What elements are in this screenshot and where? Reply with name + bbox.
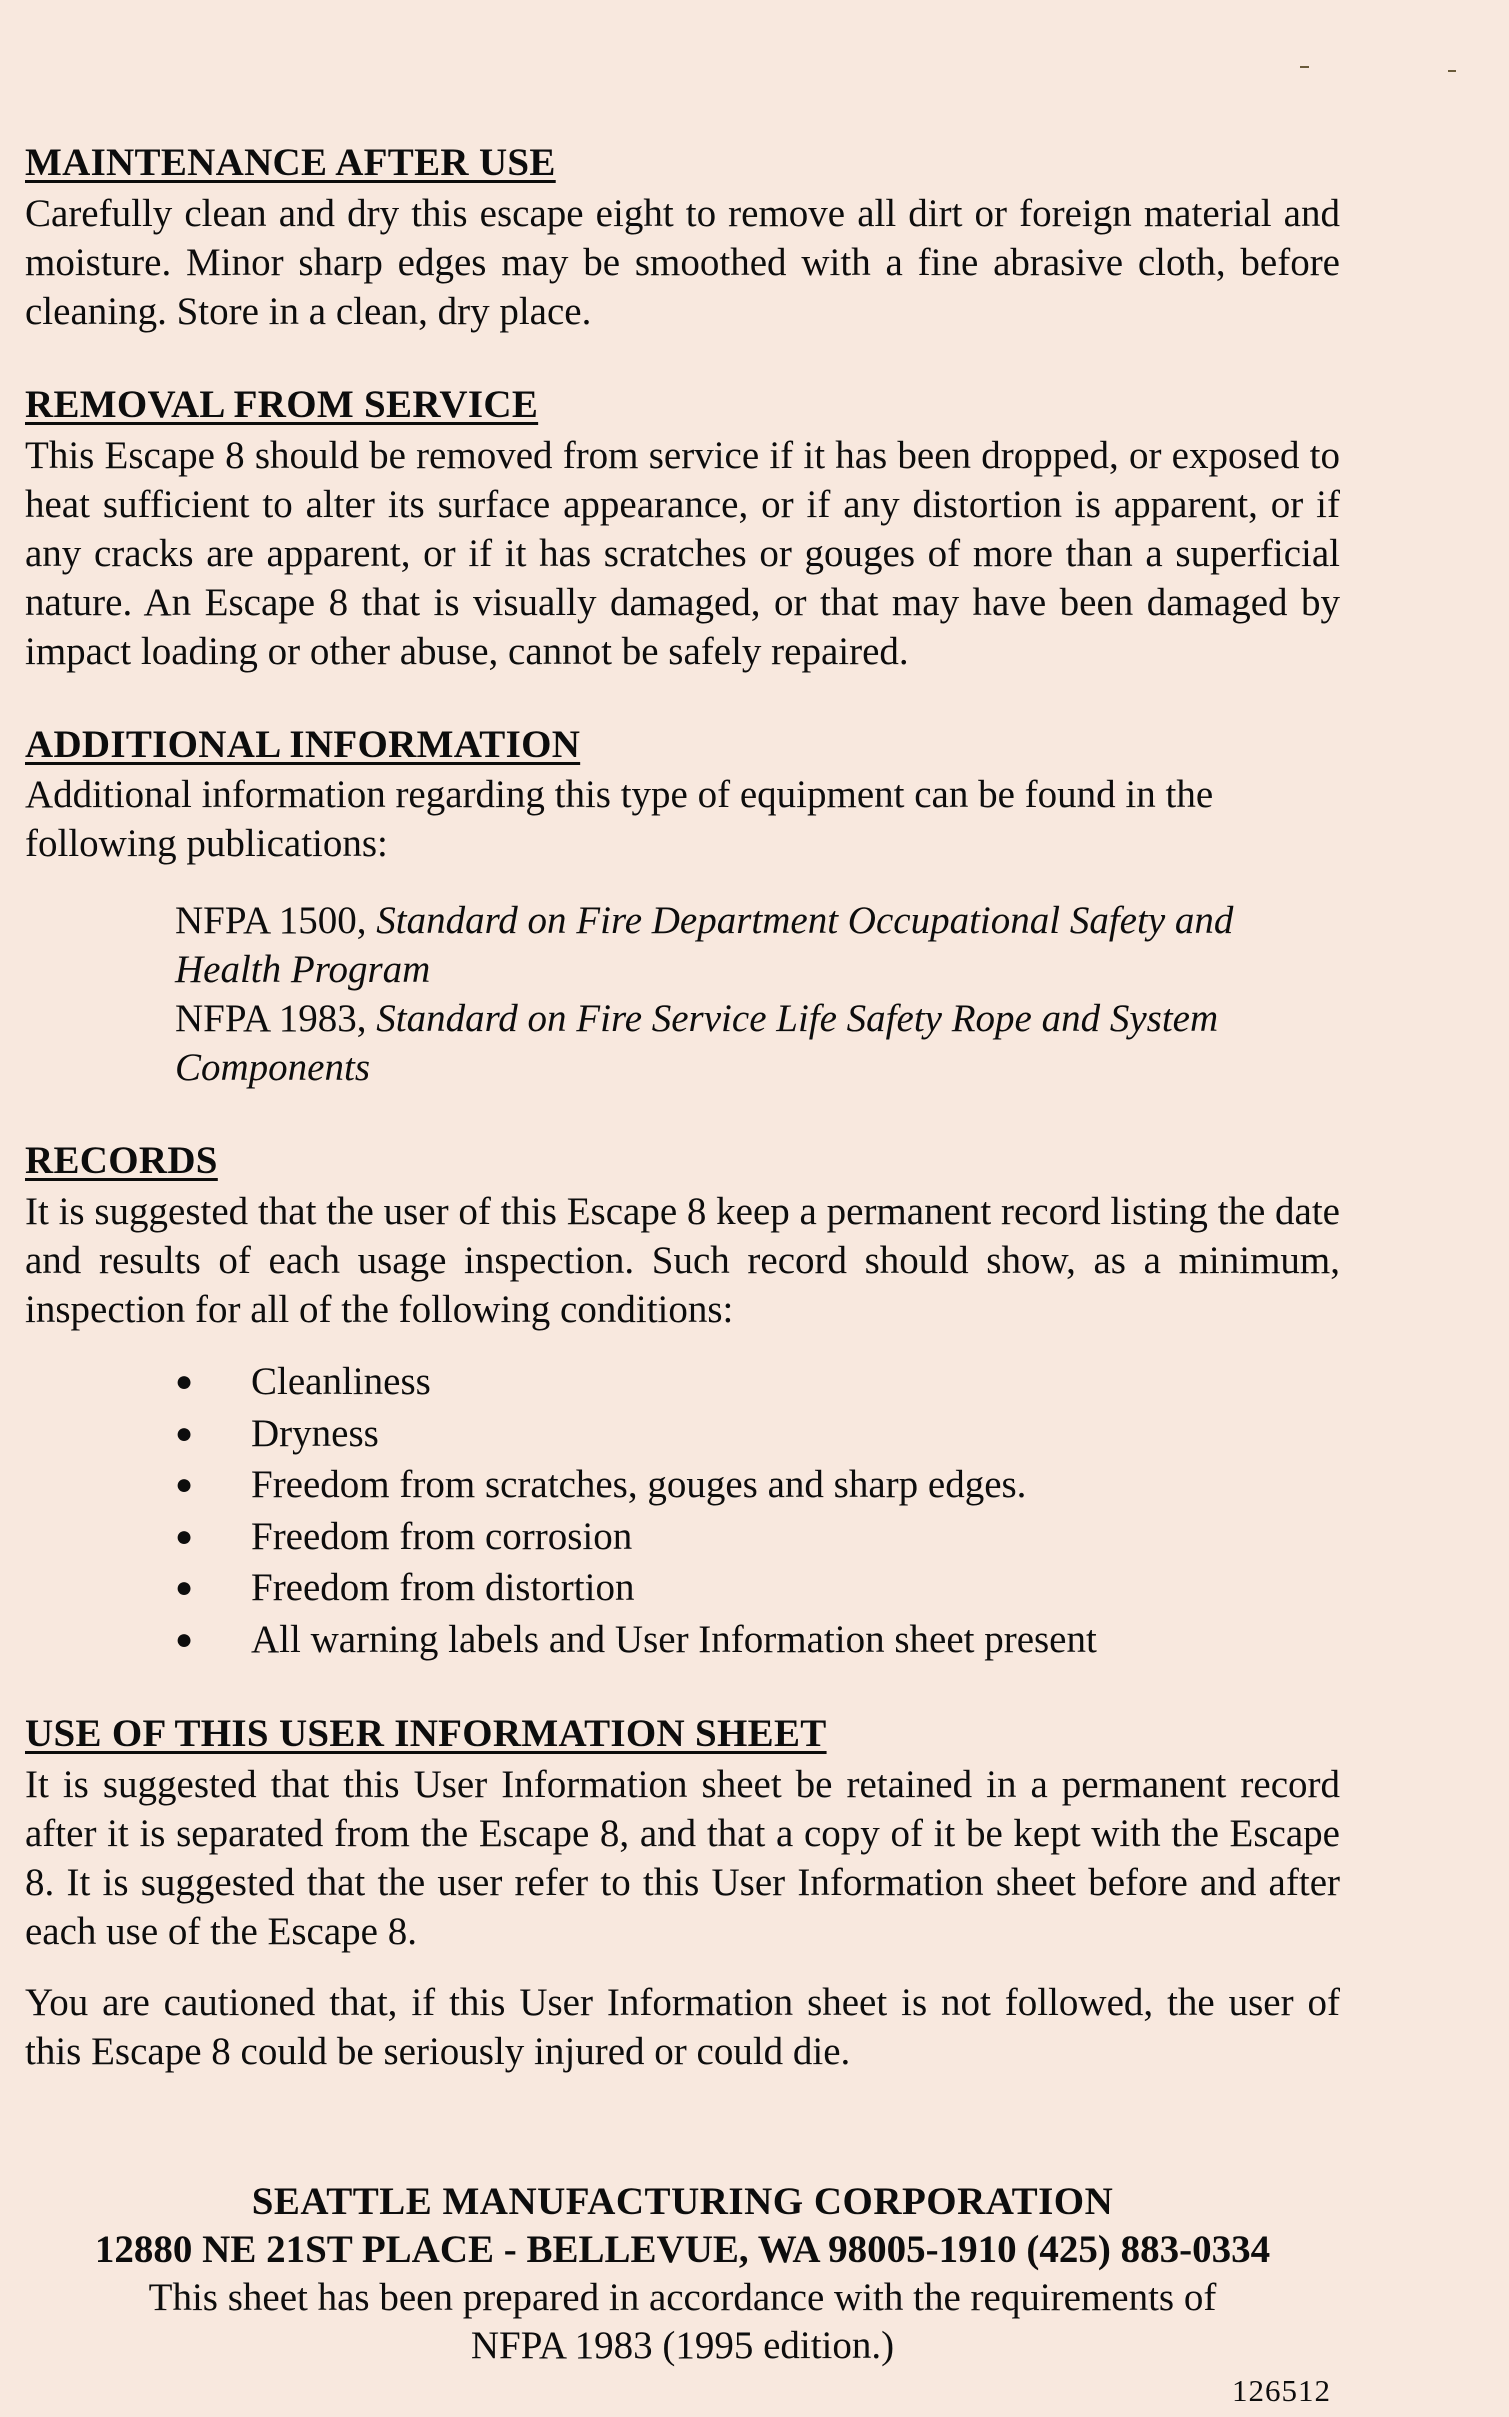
records-section xyxy=(25,1138,1340,1665)
conditions-list xyxy=(175,1356,1340,1665)
condition-text: Freedom from scratches, gouges and sharp edges. xyxy=(251,1463,1027,1507)
list-item xyxy=(175,1408,1340,1460)
list-item xyxy=(175,1562,1340,1614)
use-sheet-section xyxy=(25,1711,1340,2076)
condition-text: Cleanliness xyxy=(251,1360,431,1404)
company-address: 12880 NE 21ST PLACE - BELLEVUE, WA 98005-1910 (425) 883-0334 xyxy=(94,2228,1271,2271)
maintenance-section xyxy=(25,140,1340,336)
publication-item xyxy=(175,896,1340,994)
removal-section xyxy=(25,382,1340,676)
condition-text: All warning labels and User Information sheet present xyxy=(251,1617,1097,1661)
use-sheet-body: It is suggested that this User Information sheet be retained in a permanent record after it is separated from the Escape 8, and that a copy of it be kept with the Escape 8. It is suggested that the user refer to this User Information sheet before and after each use of the Escape 8. xyxy=(25,1762,1340,1953)
condition-text: Freedom from corrosion xyxy=(251,1514,633,1558)
bullet-icon: ● xyxy=(175,1519,194,1553)
additional-info-section xyxy=(25,722,1340,1093)
bullet-icon: ● xyxy=(175,1571,194,1605)
condition-text: Freedom from distortion xyxy=(251,1566,635,1610)
list-item xyxy=(175,1614,1340,1666)
additional-info-heading: ADDITIONAL INFORMATION xyxy=(25,722,581,766)
list-item xyxy=(175,1511,1340,1563)
bullet-icon: ● xyxy=(175,1622,194,1656)
records-body: It is suggested that the user of this Escape 8 keep a permanent record listing the date and results of each usage inspection. Such record should show, as a minimum, inspection for all of the following conditions: xyxy=(25,1190,1340,1332)
publication-title: Standard on Fire Department Occupational Safety and Health Program xyxy=(175,899,1234,992)
records-heading: RECORDS xyxy=(25,1139,218,1183)
caution-text: You are cautioned that, if this User Information sheet is not followed, the user of this Escape 8 could be seriously injured or could die. xyxy=(25,1980,1340,2073)
publication-title: Standard on Fire Service Life Safety Rope and System Components xyxy=(175,997,1219,1090)
document-number: 126512 xyxy=(1232,2373,1331,2408)
list-item xyxy=(175,1356,1340,1408)
maintenance-body: Carefully clean and dry this escape eight to remove all dirt or foreign material and moisture. Minor sharp edges may be smoothed with a fine abrasive cloth, before cleaning. Store in a clean, dry place. xyxy=(25,191,1340,333)
list-item xyxy=(175,1459,1340,1511)
bullet-icon: ● xyxy=(175,1468,194,1502)
compliance-standard: NFPA 1983 (1995 edition.) xyxy=(470,2324,895,2367)
use-sheet-heading: USE OF THIS USER INFORMATION SHEET xyxy=(25,1712,827,1756)
removal-heading: REMOVAL FROM SERVICE xyxy=(25,382,539,426)
publication-code: NFPA 1983, xyxy=(175,997,377,1041)
company-name: SEATTLE MANUFACTURING CORPORATION xyxy=(251,2180,1114,2223)
publication-list xyxy=(175,896,1340,1092)
publication-item xyxy=(175,994,1340,1092)
document-body xyxy=(25,140,1340,2122)
removal-body: This Escape 8 should be removed from service if it has been dropped, or exposed to heat sufficient to alter its surface appearance, or if any distortion is apparent, or if any cracks are apparent, or if it has scratches or gouges of more than a superficial nature. An Escape 8 that is visually damaged, or that may have been damaged by impact loading or other abuse, cannot be safely repaired. xyxy=(25,433,1340,673)
bullet-icon: ● xyxy=(175,1416,194,1450)
additional-info-body: Additional information regarding this type of equipment can be found in the following publications: xyxy=(25,773,1214,866)
maintenance-heading: MAINTENANCE AFTER USE xyxy=(25,141,556,184)
compliance-note: This sheet has been prepared in accordance with the requirements of xyxy=(148,2276,1217,2319)
condition-text: Dryness xyxy=(251,1411,379,1455)
publication-code: NFPA 1500, xyxy=(175,899,377,943)
bullet-icon: ● xyxy=(175,1365,194,1399)
footer xyxy=(25,2178,1340,2370)
